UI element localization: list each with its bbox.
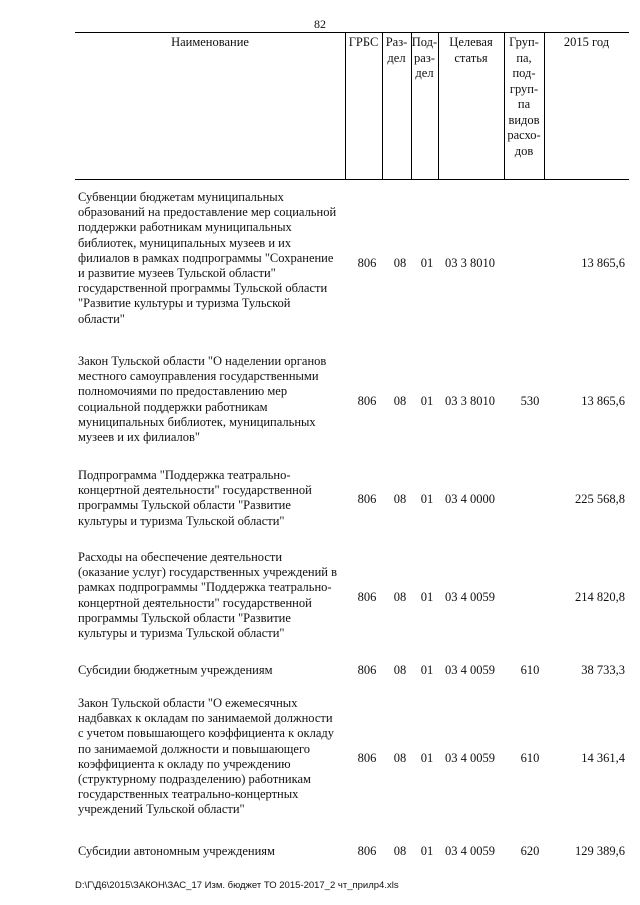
row-grbs: 806 [357,751,377,765]
row-celevaya: 03 4 0059 [445,844,495,858]
row-grbs: 806 [357,492,377,506]
footer-file-path: D:\Г\Д6\2015\ЗАКОН\ЗАС_17 Изм. бюджет ТО 2015-2017_2 чт_прилр4.xls [75,880,399,891]
row-podrazdel: 01 [420,492,434,506]
header-grbs: ГРБС [348,35,379,49]
header-celevaya: Целевая статья [449,35,493,65]
row-razdel: 08 [393,663,407,677]
row-podrazdel: 01 [420,663,434,677]
row-razdel: 08 [393,256,407,270]
row-razdel: 08 [393,394,407,408]
row-name: Субсидии автономным учреждениям [78,844,275,858]
row-grbs: 806 [357,663,377,677]
row-podrazdel: 01 [420,844,434,858]
header-divider [345,32,346,180]
row-sum: 38 733,3 [581,663,625,677]
row-razdel: 08 [393,590,407,604]
row-celevaya: 03 4 0059 [445,590,495,604]
row-name: Субсидии бюджетным учреждениям [78,663,273,677]
row-sum: 225 568,8 [575,492,625,506]
row-celevaya: 03 4 0059 [445,751,495,765]
row-podrazdel: 01 [420,590,434,604]
row-razdel: 08 [393,492,407,506]
page-number: 82 [314,17,326,31]
row-name: Закон Тульской области "О наделении органов местного самоуправления государственными полномочиями по предоставлению мер социальной поддержки работникам муниципальных библиотек, муниципальных музеев и их филиалов" [78,354,327,445]
row-grbs: 806 [357,844,377,858]
row-celevaya: 03 3 8010 [445,394,495,408]
row-name: Подпрограмма "Поддержка театрально- концертной деятельности" государственной программы Тульской области "Развитие культуры и туризма Тульской области" [78,468,312,528]
header-divider [544,32,545,180]
row-gruppa: 610 [520,663,540,677]
row-gruppa: 530 [520,394,540,408]
header-podrazdel: Под- раз- дел [411,35,438,80]
row-celevaya: 03 3 8010 [445,256,495,270]
row-podrazdel: 01 [420,394,434,408]
row-grbs: 806 [357,394,377,408]
row-name: Расходы на обеспечение деятельности (оказание услуг) государственных учреждений в рамках подпрограммы "Поддержка театрально- концертной деятельности" государственной программы Тульской области "Развитие культуры и туризма Тульской области" [78,550,337,641]
row-grbs: 806 [357,256,377,270]
row-sum: 214 820,8 [575,590,625,604]
row-grbs: 806 [357,590,377,604]
row-podrazdel: 01 [420,256,434,270]
row-sum: 129 389,6 [575,844,625,858]
row-razdel: 08 [393,844,407,858]
row-name: Закон Тульской области "О ежемесячных надбавках к окладам по занимаемой должности с учетом повышающего коэффициента к окладу по занимаемой должности и повышающего коэффициента к окладу по учреждению (структурному подразделению) работникам государственных театрально-концертных учреждений Тульской области" [78,696,334,817]
header-top-rule [75,32,629,33]
row-podrazdel: 01 [420,751,434,765]
header-gruppa: Груп- па, под- груп- па видов расхо- дов [507,35,541,158]
row-sum: 14 361,4 [581,751,625,765]
table-header [75,32,629,180]
row-sum: 13 865,6 [581,256,625,270]
row-razdel: 08 [393,751,407,765]
row-sum: 13 865,6 [581,394,625,408]
row-gruppa: 610 [520,751,540,765]
header-year: 2015 год [563,35,610,49]
header-razdel: Раз- дел [385,35,408,65]
header-bottom-rule [75,179,629,180]
row-name: Субвенции бюджетам муниципальных образований на предоставление мер социальной поддержки работникам муниципальных библиотек, муниципальных музеев и их филиалов в рамках подпрограммы "Сохранение и развитие музеев Тульской области" государственной программы Тульской области "Развитие культуры и туризма Тульской области" [78,190,337,326]
header-name: Наименование [171,35,249,49]
row-celevaya: 03 4 0059 [445,663,495,677]
row-gruppa: 620 [520,844,540,858]
row-celevaya: 03 4 0000 [445,492,495,506]
